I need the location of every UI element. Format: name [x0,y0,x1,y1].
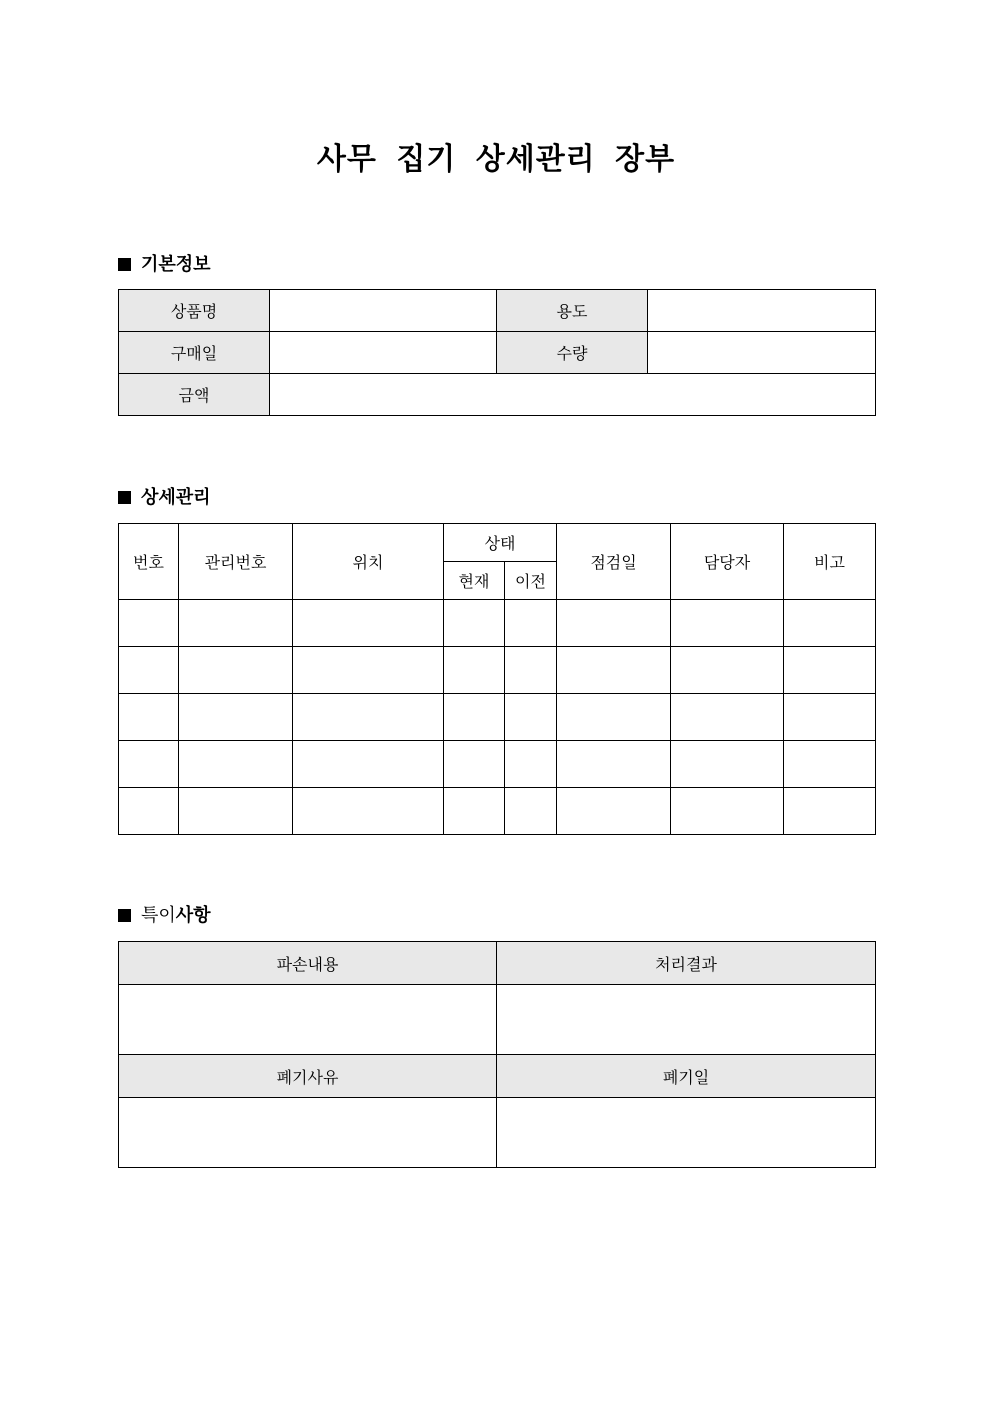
square-bullet-icon [118,258,131,271]
square-bullet-icon [118,491,131,504]
product-name-field[interactable] [270,290,497,332]
purpose-label: 용도 [497,290,648,332]
basic-info-row [119,290,876,332]
manager-cell[interactable] [671,741,784,788]
result-label: 처리결과 [497,942,876,985]
status-current-cell[interactable] [444,694,505,741]
management-number-cell[interactable] [179,694,293,741]
table-row [119,600,876,647]
location-cell[interactable] [293,694,444,741]
basic-info-heading-text: 기본정보 [141,254,211,275]
remarks-cell[interactable] [784,741,876,788]
product-name-label: 상품명 [119,290,270,332]
status-previous-cell[interactable] [505,694,557,741]
notes-header-row [119,1055,876,1098]
inspection-date-cell[interactable] [557,741,671,788]
number-cell[interactable] [119,694,179,741]
inspection-date-cell[interactable] [557,600,671,647]
management-number-cell[interactable] [179,647,293,694]
col-number-header: 번호 [119,524,179,600]
management-number-cell[interactable] [179,600,293,647]
table-row [119,788,876,835]
col-remarks-header: 비고 [784,524,876,600]
purchase-date-label: 구매일 [119,332,270,374]
basic-info-heading [118,253,211,277]
notes-table [118,941,876,1168]
quantity-field[interactable] [648,332,876,374]
purchase-date-field[interactable] [270,332,497,374]
amount-label: 금액 [119,374,270,416]
notes-body-row [119,985,876,1055]
table-row [119,741,876,788]
col-status-header: 상태 [444,524,557,562]
number-cell[interactable] [119,647,179,694]
purpose-field[interactable] [648,290,876,332]
table-row [119,694,876,741]
basic-info-table [118,289,876,416]
amount-field[interactable] [270,374,876,416]
basic-info-row [119,374,876,416]
management-number-cell[interactable] [179,788,293,835]
col-management-number-header: 관리번호 [179,524,293,600]
notes-header-row [119,942,876,985]
col-inspection-date-header: 점검일 [557,524,671,600]
notes-heading [118,904,211,928]
damage-field[interactable] [119,985,497,1055]
col-status-previous-header: 이전 [505,562,557,600]
square-bullet-icon [118,909,131,922]
notes-body-row [119,1098,876,1168]
disposal-reason-field[interactable] [119,1098,497,1168]
detail-heading-text: 상세관리 [141,487,211,508]
detail-heading [118,486,211,510]
location-cell[interactable] [293,788,444,835]
disposal-reason-label: 폐기사유 [119,1055,497,1098]
detail-header-row [119,524,876,562]
management-number-cell[interactable] [179,741,293,788]
damage-label: 파손내용 [119,942,497,985]
page-title: 사무 집기 상세관리 장부 [316,142,676,177]
disposal-date-field[interactable] [497,1098,876,1168]
status-previous-cell[interactable] [505,741,557,788]
col-manager-header: 담당자 [671,524,784,600]
notes-heading-light: 특이 [141,905,176,926]
status-previous-cell[interactable] [505,647,557,694]
detail-table [118,523,876,835]
number-cell[interactable] [119,600,179,647]
location-cell[interactable] [293,647,444,694]
inspection-date-cell[interactable] [557,647,671,694]
disposal-date-label: 폐기일 [497,1055,876,1098]
table-row [119,647,876,694]
col-status-current-header: 현재 [444,562,505,600]
basic-info-row [119,332,876,374]
status-previous-cell[interactable] [505,788,557,835]
status-current-cell[interactable] [444,647,505,694]
status-current-cell[interactable] [444,741,505,788]
remarks-cell[interactable] [784,788,876,835]
remarks-cell[interactable] [784,647,876,694]
number-cell[interactable] [119,741,179,788]
remarks-cell[interactable] [784,694,876,741]
inspection-date-cell[interactable] [557,694,671,741]
result-field[interactable] [497,985,876,1055]
status-current-cell[interactable] [444,788,505,835]
status-previous-cell[interactable] [505,600,557,647]
location-cell[interactable] [293,600,444,647]
location-cell[interactable] [293,741,444,788]
inspection-date-cell[interactable] [557,788,671,835]
quantity-label: 수량 [497,332,648,374]
remarks-cell[interactable] [784,600,876,647]
notes-heading-bold: 사항 [175,905,211,926]
status-current-cell[interactable] [444,600,505,647]
manager-cell[interactable] [671,600,784,647]
number-cell[interactable] [119,788,179,835]
col-location-header: 위치 [293,524,444,600]
manager-cell[interactable] [671,788,784,835]
manager-cell[interactable] [671,694,784,741]
manager-cell[interactable] [671,647,784,694]
